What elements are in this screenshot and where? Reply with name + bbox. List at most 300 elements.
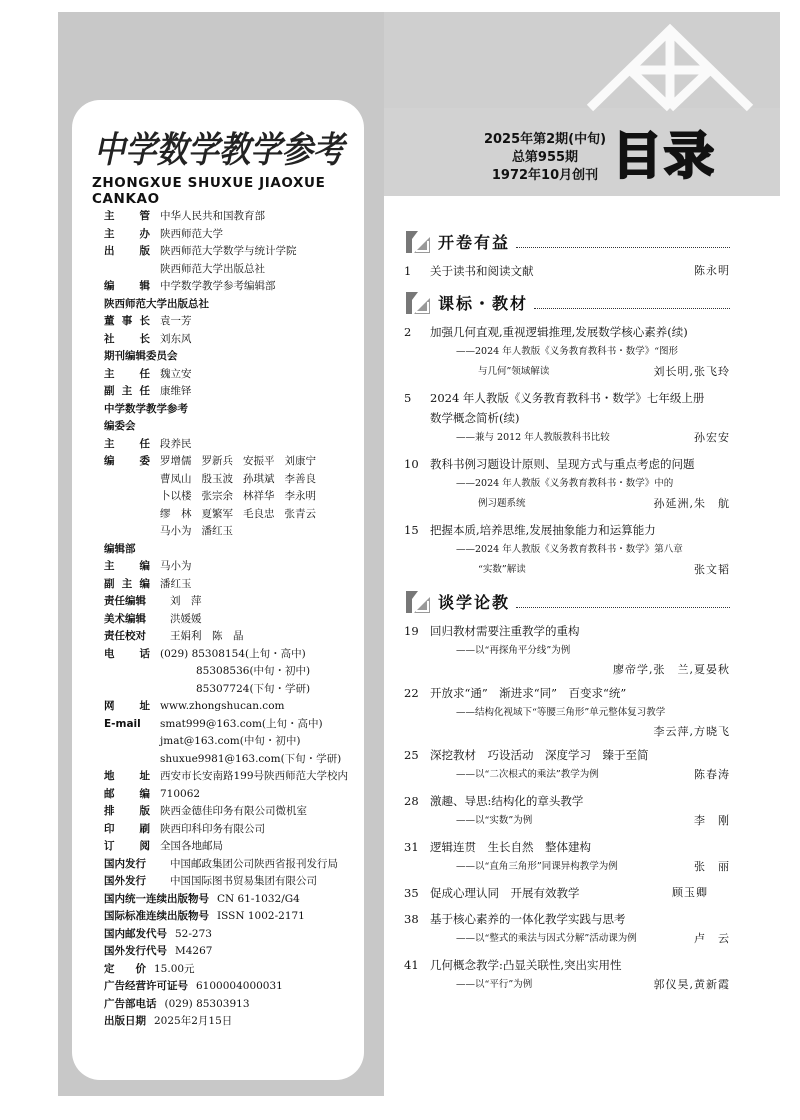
masthead-value-line: 康维铎 (160, 385, 192, 397)
label-char: 任 (139, 385, 150, 397)
article-title: 几何概念教学:凸显关联性,突出实用性 (430, 958, 622, 972)
article-subtitle (404, 975, 730, 995)
toc-section-header (404, 226, 730, 256)
page-number (404, 408, 430, 428)
masthead-label: 出版日期 (104, 1015, 146, 1027)
toc-entry (404, 454, 730, 514)
masthead-label: 国外发行 (104, 875, 146, 887)
article-title: 逻辑连贯 生长自然 整体建构 (430, 840, 591, 854)
toc-entry (404, 909, 730, 949)
board-members-grid (160, 453, 316, 541)
masthead-value (160, 803, 374, 821)
article-author: 顾玉卿 (672, 886, 708, 899)
label-char: 主 (121, 385, 133, 397)
masthead-value-line: 陕西师范大学数学与统计学院 (160, 245, 297, 257)
board-member: 罗新兵 (201, 455, 233, 467)
label-char: 辑 (139, 280, 150, 292)
masthead-value (175, 926, 374, 944)
board-member: 潘红玉 (201, 525, 233, 537)
masthead-label: 定 价 (104, 962, 146, 975)
toc-entry (404, 388, 730, 448)
masthead-value-line: shuxue9981@163.com(下旬・学研) (160, 752, 342, 765)
masthead-value-line: www.zhongshucan.com (160, 700, 285, 712)
label-char: 委 (139, 455, 150, 467)
masthead-value (160, 768, 374, 786)
subtitle-text: ——以“二次根式的乘法”教学为例 (456, 769, 599, 780)
masthead-value (160, 313, 374, 331)
article-subtitle (404, 857, 730, 877)
masthead-value-line: 刘东风 (160, 332, 192, 345)
masthead-value (170, 593, 374, 611)
masthead-value-line: 陕西金德佳印务有限公司微机室 (160, 805, 307, 817)
label-char: 出 (104, 245, 115, 257)
masthead-row (104, 873, 374, 891)
label-char: 董 (104, 315, 115, 327)
masthead-value-line: (029) 85308154(上旬・高中) (160, 647, 306, 660)
masthead-label (104, 331, 150, 349)
masthead-value-line: 西安市长安南路199号陕西师范大学校内 (160, 770, 349, 782)
label-char: 编 (139, 787, 150, 800)
label-char: 任 (139, 367, 150, 380)
board-member: 曹凤山 (160, 472, 192, 485)
article-subtitle (404, 540, 730, 560)
board-member: 卜以楼 (160, 490, 192, 502)
page-number: 15 (404, 523, 419, 537)
board-member: 李善良 (284, 472, 316, 485)
masthead-value-line: 王娟利 陈 晶 (170, 630, 244, 642)
board-header-cont: 编委会 (104, 420, 136, 432)
subtitle-text: ——以“直角三角形”同课异构教学为例 (456, 861, 618, 872)
article-author: 刘长明,张飞玲 (653, 365, 730, 378)
label-char: 址 (139, 700, 150, 712)
masthead-value (160, 558, 374, 576)
article-title: 2024 年人教版《义务教育教科书・数学》七年级上册 (430, 391, 705, 405)
label-char: 编 (104, 455, 115, 467)
board-member: 夏繁军 (201, 507, 233, 520)
truss-decoration (560, 12, 780, 108)
board-member: 罗增儒 (160, 455, 192, 467)
label-char: 任 (139, 437, 150, 450)
masthead-value-line: 魏立安 (160, 367, 192, 380)
page-number: 28 (404, 794, 419, 808)
issue-number: 2025年第2期(中旬) (483, 132, 607, 147)
label-char: 事 (121, 315, 133, 327)
section-bookmark-icon (404, 587, 432, 615)
masthead-value-line: 85308536(中旬・初中) (196, 665, 311, 677)
label-char: 社 (104, 332, 115, 345)
masthead-label (104, 821, 150, 839)
masthead-value (170, 873, 374, 891)
masthead-label (104, 243, 150, 278)
masthead-value (175, 943, 374, 961)
article-author: 卢 云 (694, 932, 730, 945)
masthead-value (160, 243, 374, 278)
section-title: 开卷有益 (438, 232, 511, 252)
toc-entry-title-line (404, 520, 730, 540)
journal-title-en: ZHONGXUE SHUXUE JIAOXUE CANKAO (92, 175, 326, 207)
toc-entry-title-line (404, 408, 730, 428)
toc-entry-title-line (404, 909, 730, 929)
masthead-value-line: jmat@163.com(中旬・初中) (160, 735, 301, 747)
article-author: 郭仪昊,黄新霞 (653, 978, 730, 991)
masthead-value (160, 383, 374, 401)
masthead-row (104, 593, 374, 611)
page-number: 38 (404, 912, 419, 926)
masthead-label: 美术编辑 (104, 612, 146, 625)
article-title: 深挖教材 巧设活动 深度学习 臻于至简 (430, 748, 649, 762)
masthead-info (104, 208, 374, 1031)
masthead-row (104, 891, 374, 909)
masthead-row (104, 366, 374, 384)
masthead-row (104, 908, 374, 926)
masthead-label (104, 208, 150, 226)
masthead-value-line: 洪媛媛 (170, 612, 202, 625)
masthead-value (160, 838, 374, 856)
label-char: 址 (139, 770, 150, 782)
toc-entry-title-line (404, 791, 730, 811)
masthead-row (104, 611, 374, 629)
masthead-label: 国内统一连续出版物号 (104, 892, 209, 905)
masthead-label: 国际标准连续出版物号 (104, 910, 209, 922)
masthead-label: 广告部电话 (104, 997, 157, 1010)
masthead-label: E-mail (104, 717, 141, 730)
masthead-value-line: M4267 (175, 945, 213, 957)
toc-entry-title-line (404, 837, 730, 857)
toc-entry (404, 837, 730, 877)
page-number: 31 (404, 840, 419, 854)
masthead-value (170, 856, 374, 874)
subtitle-text: “实数”解读 (478, 564, 526, 575)
masthead-value-line: 中华人民共和国教育部 (160, 210, 265, 222)
masthead-row (104, 803, 374, 821)
masthead-row (104, 226, 374, 244)
subtitle-text: ——2024 年人教版《义务教育教科书・数学》“图形 (456, 346, 679, 357)
masthead-value (154, 961, 374, 979)
masthead-label (104, 453, 150, 541)
section-divider (534, 308, 730, 309)
label-char: 编 (139, 560, 150, 572)
article-subtitle (404, 342, 730, 362)
masthead-row (104, 716, 374, 769)
article-subtitle (404, 641, 730, 661)
toc-entry (404, 955, 730, 995)
label-char: 副 (104, 577, 115, 590)
masthead-row (104, 436, 374, 454)
toc-entry-title-line (404, 261, 730, 281)
label-char: 阅 (139, 840, 150, 852)
masthead-label (104, 558, 150, 576)
masthead-row (104, 786, 374, 804)
section-title: 谈学论教 (438, 592, 511, 612)
toc-entry-title-line (404, 621, 730, 641)
label-char: 编 (139, 577, 150, 590)
masthead-row (104, 646, 374, 699)
subtitle-text: ——2024 年人教版《义务教育教科书・数学》中的 (456, 478, 674, 489)
masthead-row (104, 628, 374, 646)
board-member: 张青云 (284, 507, 316, 520)
masthead-label (104, 383, 150, 401)
committee-header: 期刊编辑委员会 (104, 350, 178, 362)
article-title: 基于核心素养的一体化教学实践与思考 (430, 912, 626, 926)
subtitle-text: ——以“平行”为例 (456, 979, 533, 990)
label-char: 版 (139, 805, 150, 817)
masthead-value-line: 马小为 (160, 560, 192, 572)
masthead-label (104, 366, 150, 384)
label-char: 电 (104, 647, 115, 660)
masthead-value (160, 208, 374, 226)
masthead-value (160, 226, 374, 244)
article-title: 关于读书和阅读文献 (430, 264, 534, 278)
article-subtitle (404, 474, 730, 494)
masthead-label: 责任编辑 (104, 595, 146, 607)
article-subtitle (404, 929, 730, 949)
page-number: 5 (404, 391, 412, 405)
masthead-label: 国内发行 (104, 857, 146, 870)
toc-entry (404, 261, 730, 281)
page-number: 2 (404, 325, 412, 339)
masthead-value-line: 刘 萍 (170, 595, 202, 607)
board-member: 林祥华 (243, 490, 275, 502)
article-title: 加强几何直观,重视逻辑推理,发展数学核心素养(续) (430, 325, 688, 339)
masthead-value-line: 陕西印科印务有限公司 (160, 822, 265, 835)
board-member: 马小为 (160, 525, 192, 537)
page-number: 10 (404, 457, 419, 471)
toc-entry-title-line (404, 683, 730, 703)
board-members-row (104, 453, 374, 541)
article-subtitle (404, 703, 730, 723)
publisher-header: 陕西师范大学出版总社 (104, 297, 209, 310)
subtitle-text: ——以“再探角平分线”为例 (456, 645, 571, 656)
toc-entry-title-line (404, 883, 730, 903)
masthead-value (170, 611, 374, 629)
masthead-value-line: ISSN 1002-2171 (217, 910, 305, 922)
subtitle-text: ——以“实数”为例 (456, 815, 533, 826)
label-char: 管 (139, 210, 150, 222)
masthead-row (104, 383, 374, 401)
label-char: 长 (139, 315, 150, 327)
masthead-label: 国外发行代号 (104, 945, 167, 957)
label-char: 主 (104, 210, 115, 222)
masthead-label (104, 278, 150, 296)
masthead-value-line: 陕西师范大学出版总社 (160, 262, 265, 275)
toc-section-header (404, 586, 730, 616)
subtitle-text: ——以“整式的乘法与因式分解”活动课为例 (456, 933, 637, 944)
page-number: 41 (404, 958, 419, 972)
article-title: 开放求“通” 渐进求“同” 百变求“统” (430, 686, 627, 700)
label-char: 长 (139, 332, 150, 345)
masthead-value (217, 891, 374, 909)
editorial-dept-header: 编辑部 (104, 542, 136, 555)
label-char: 地 (104, 770, 115, 782)
section-divider (516, 247, 730, 248)
issue-info (470, 131, 620, 185)
board-member: 安振平 (243, 455, 275, 467)
label-char: 印 (104, 822, 115, 835)
article-title: 数学概念简析(续) (430, 411, 520, 425)
article-title: 激趣、导思:结构化的章头教学 (430, 794, 584, 808)
board-member: 缪 林 (160, 507, 192, 520)
article-title: 促成心理认同 开展有效教学 (430, 886, 580, 900)
section-divider (516, 607, 730, 608)
masthead-row (104, 331, 374, 349)
masthead-label (104, 313, 150, 331)
masthead-value-line: 2025年2月15日 (154, 1015, 233, 1027)
masthead-row (104, 838, 374, 856)
masthead-row (104, 698, 374, 716)
label-char: 排 (104, 805, 115, 817)
toc-section-header (404, 287, 730, 317)
label-char: 编 (104, 280, 115, 292)
masthead-value (160, 716, 374, 769)
article-subtitle (404, 428, 730, 448)
masthead-row (104, 768, 374, 786)
masthead-value (170, 628, 374, 646)
table-of-contents (404, 224, 730, 1001)
masthead-label (104, 436, 150, 454)
masthead-label (104, 803, 150, 821)
article-subtitle-cont (404, 362, 730, 382)
masthead-value (196, 978, 374, 996)
page-number: 22 (404, 686, 419, 700)
section-title: 课标・教材 (438, 293, 529, 313)
issue-total: 总第955期 (511, 150, 579, 165)
page-number: 19 (404, 624, 419, 638)
masthead-value (165, 996, 375, 1014)
toc-entry (404, 683, 730, 739)
masthead-value-line: 中国邮政集团公司陕西省报刊发行局 (170, 857, 338, 870)
label-char: 主 (104, 560, 115, 572)
article-author: 廖帝学,张 兰,夏晏秋 (613, 663, 730, 676)
masthead-value (160, 698, 374, 716)
masthead-value-line: smat999@163.com(上旬・高中) (160, 717, 323, 730)
masthead-label (104, 576, 150, 594)
masthead-value (160, 646, 374, 699)
subtitle-text: ——2024 年人教版《义务教育教科书・数学》第八章 (456, 544, 683, 555)
article-author: 孙延洲,朱 航 (653, 497, 730, 510)
masthead-value (217, 908, 374, 926)
masthead-row (104, 996, 374, 1014)
article-author: 张 丽 (694, 860, 730, 873)
masthead-row (104, 313, 374, 331)
board-member: 殷玉波 (201, 472, 233, 485)
masthead-value (160, 331, 374, 349)
masthead-value-line: 15.00元 (154, 962, 195, 975)
masthead-value-line: 85307724(下旬・学研) (196, 682, 311, 695)
masthead-row (104, 943, 374, 961)
masthead-label (104, 838, 150, 856)
subtitle-text: ——兼与 2012 年人教版教科书比较 (456, 432, 610, 443)
board-member: 刘康宁 (284, 455, 316, 467)
masthead-row (104, 856, 374, 874)
label-char: 话 (139, 647, 150, 660)
masthead-value (160, 821, 374, 839)
svg-text:中学数学教学参考: 中学数学教学参考 (94, 129, 348, 171)
masthead-value (160, 786, 374, 804)
toc-entry (404, 883, 730, 903)
label-char: 刷 (139, 822, 150, 835)
article-author: 李云萍,方晓飞 (653, 725, 730, 738)
masthead-value (154, 1013, 374, 1031)
toc-entry-title-line (404, 454, 730, 474)
subtitle-text: ——结构化视域下“等腰三角形”单元整体复习教学 (456, 707, 666, 718)
masthead-value (160, 436, 374, 454)
page-number: 25 (404, 748, 419, 762)
board-header: 中学数学教学参考 (104, 402, 188, 415)
masthead-row (104, 926, 374, 944)
article-author: 孙宏安 (694, 431, 730, 444)
section-bookmark-icon (404, 227, 432, 255)
masthead-row (104, 558, 374, 576)
label-char: 主 (104, 227, 115, 240)
toc-entry-title-line (404, 322, 730, 342)
article-subtitle-cont (404, 560, 730, 580)
board-member: 李永明 (284, 490, 316, 502)
board-member: 张宗余 (201, 490, 233, 502)
article-subtitle (404, 811, 730, 831)
label-char: 办 (139, 227, 150, 240)
masthead-value-line: 陕西师范大学 (160, 227, 223, 240)
label-char: 版 (139, 245, 150, 257)
masthead-value-line: 52-273 (175, 927, 212, 940)
label-char: 副 (104, 385, 115, 397)
page-number: 1 (404, 264, 412, 278)
masthead-value-line: 潘红玉 (160, 577, 192, 590)
masthead-value-line: 中国国际图书贸易集团有限公司 (170, 875, 317, 887)
masthead-row (104, 961, 374, 979)
toc-entry (404, 520, 730, 580)
masthead-row (104, 1013, 374, 1031)
label-char: 订 (104, 840, 115, 852)
toc-entry (404, 745, 730, 785)
masthead-value-line: 6100004000031 (196, 980, 283, 992)
masthead-value (160, 366, 374, 384)
masthead-value-line: 段养民 (160, 437, 192, 450)
label-char: 主 (121, 577, 133, 590)
masthead-value (160, 278, 374, 296)
article-title: 教科书例习题设计原则、呈现方式与重点考虑的问题 (430, 457, 695, 471)
masthead-value-line: 中学数学教学参考编辑部 (160, 280, 276, 292)
article-author: 张文韬 (694, 563, 730, 576)
masthead-label: 广告经营许可证号 (104, 980, 188, 992)
board-member: 毛良忠 (243, 507, 275, 520)
masthead-value-line: 全国各地邮局 (160, 840, 223, 852)
masthead-row (104, 978, 374, 996)
masthead-value-line: CN 61-1032/G4 (217, 892, 300, 905)
masthead-label: 责任校对 (104, 630, 146, 642)
masthead-row (104, 208, 374, 226)
masthead-label: 国内邮发代号 (104, 927, 167, 940)
masthead-value-line: 710062 (160, 787, 201, 800)
article-subtitle-cont (404, 494, 730, 514)
article-author: 陈春涛 (694, 768, 730, 781)
toc-heading: 目录 (612, 127, 716, 185)
masthead-value (160, 576, 374, 594)
toc-entry (404, 322, 730, 382)
masthead-value-line: (029) 85303913 (164, 997, 250, 1010)
toc-entry-title-line (404, 388, 730, 408)
article-title: 把握本质,培养思维,发展抽象能力和运算能力 (430, 523, 656, 537)
founded-date: 1972年10月创刊 (491, 168, 599, 183)
masthead-label (104, 226, 150, 244)
article-author: 陈永明 (694, 264, 730, 277)
masthead-value-line: 袁一芳 (160, 315, 192, 327)
article-subtitle (404, 765, 730, 785)
masthead-row (104, 821, 374, 839)
masthead-label (104, 646, 150, 699)
masthead-row (104, 243, 374, 278)
masthead-row (104, 576, 374, 594)
label-char: 主 (104, 367, 115, 380)
